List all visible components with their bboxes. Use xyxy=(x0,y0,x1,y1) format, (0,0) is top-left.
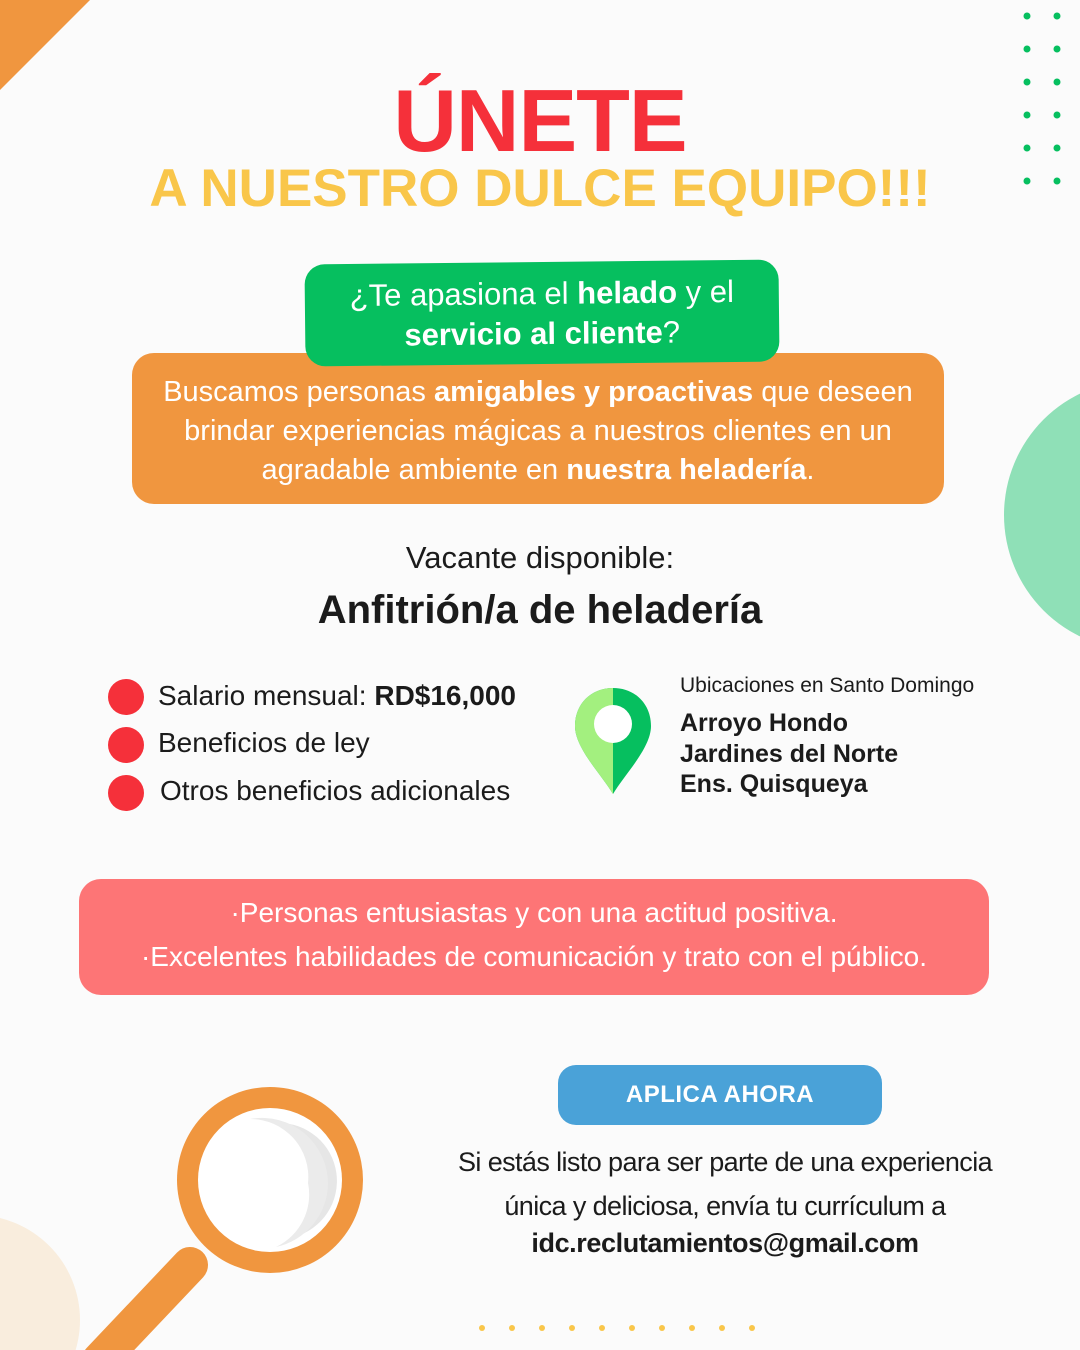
contact-email-link[interactable]: idc.reclutamientos@gmail.com xyxy=(531,1228,919,1258)
red-bullet-icon xyxy=(108,727,144,763)
location-item: Ens. Quisqueya xyxy=(680,770,868,798)
benefit-item-other xyxy=(160,775,510,807)
red-bullet-icon xyxy=(108,775,144,811)
location-item: Jardines del Norte xyxy=(680,740,899,768)
question-text-2: y el xyxy=(676,273,735,310)
question-bold-1: helado xyxy=(576,274,678,311)
intro-text-1: Buscamos personas xyxy=(163,376,434,408)
requirement-item: ·Personas entusiastas y con una actitud positiva. xyxy=(230,897,838,928)
apply-now-button[interactable]: APLICA AHORA xyxy=(558,1065,882,1125)
question-text-3: ? xyxy=(662,314,681,350)
benefit-text: Otros beneficios adicionales xyxy=(160,775,511,806)
page-subtitle: A NUESTRO DULCE EQUIPO!!! xyxy=(149,159,931,218)
locations-heading: Ubicaciones en Santo Domingo xyxy=(680,674,975,697)
benefit-text: Salario mensual: xyxy=(158,680,375,711)
requirement-item: ·Excelentes habilidades de comunicación y trato con el público. xyxy=(140,941,927,972)
benefit-item-legal xyxy=(158,727,370,759)
page-title: ÚNETE xyxy=(393,71,687,170)
vacancy-label: Vacante disponible: xyxy=(405,540,675,575)
requirements-box xyxy=(79,879,989,995)
location-item: Arroyo Hondo xyxy=(680,709,849,737)
magnifier-icon xyxy=(80,1075,400,1350)
intro-bold-1: amigables y proactivas xyxy=(434,376,754,408)
apply-instructions: Si estás listo para ser parte de una experiencia única y deliciosa, envía tu currículum a xyxy=(457,1147,993,1221)
vacancy-title: Anfitrión/a de heladería xyxy=(317,588,763,632)
bottom-dots-decoration xyxy=(470,1320,770,1336)
question-bold-2: servicio al cliente xyxy=(404,314,664,353)
intro-text-3: . xyxy=(806,454,815,486)
intro-bold-2: nuestra heladería xyxy=(566,454,807,486)
benefit-item-salary xyxy=(158,680,516,712)
question-text-1: ¿Te apasiona el xyxy=(349,275,578,314)
red-bullet-icon xyxy=(108,679,144,715)
benefit-salary-value: RD$16,000 xyxy=(374,680,516,711)
benefit-text: Beneficios de ley xyxy=(158,727,370,758)
map-pin-icon xyxy=(573,686,653,796)
question-banner xyxy=(304,260,779,367)
intro-text-2: que deseen brindar experiencias mágicas a nuestros clientes en un agradable ambiente en xyxy=(184,376,913,486)
intro-description-box xyxy=(132,353,944,504)
cream-circle-decoration xyxy=(0,1215,80,1350)
